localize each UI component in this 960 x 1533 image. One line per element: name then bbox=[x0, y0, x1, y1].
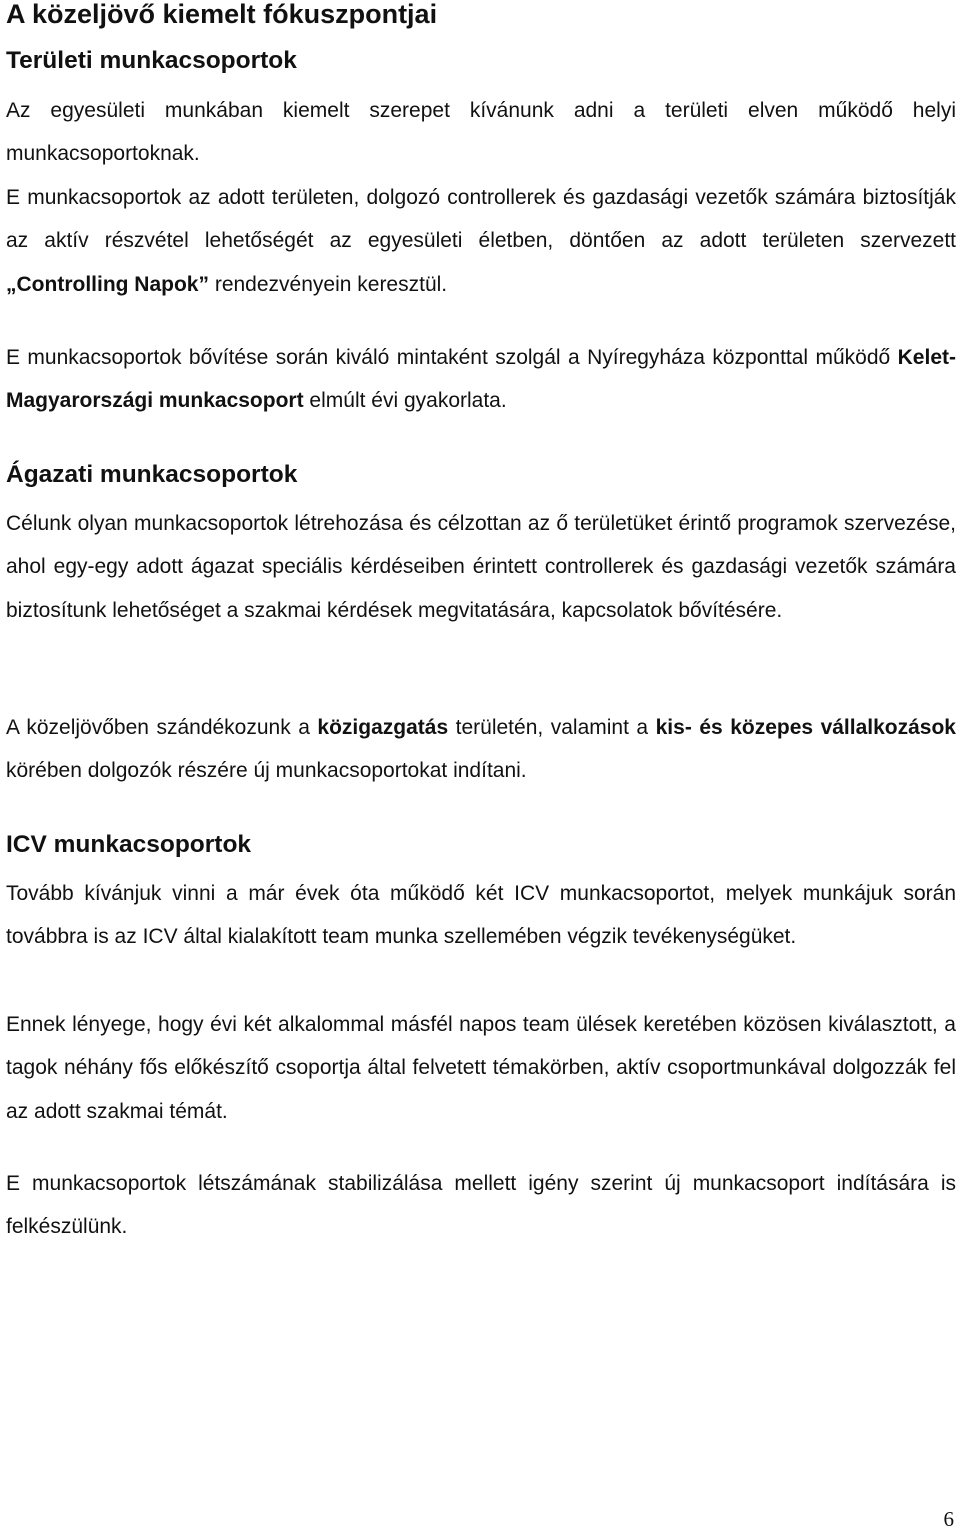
paragraph-agazati-goal: Célunk olyan munkacsoportok létrehozása és célzottan az ő területüket érintő programok szervezése, ahol egy-egy adott ágazat speciális kérdéseiben érintett controllerek és gazdasági vezetők számára biztosítunk lehetőséget a szakmai kérdések megvitatására, kapcsolatok bővítésére. bbox=[6, 512, 956, 622]
section-heading-icv: ICV munkacsoportok bbox=[6, 831, 252, 858]
text-run: elmúlt évi gyakorlata. bbox=[303, 389, 507, 413]
paragraph-icv-continue: Tovább kívánjuk vinni a már évek óta működő két ICV munkacsoportot, melyek munkájuk során továbbra is az ICV által kialakított team munka szellemében végzik tevékenységüket. bbox=[6, 882, 956, 949]
paragraph-teruleti-kelet-magyarorszagi bbox=[6, 336, 956, 423]
workgroup-name-bold: Kelet-Magyarországi munkacsoport bbox=[6, 346, 956, 413]
section-heading-teruleti: Területi munkacsoportok bbox=[6, 47, 297, 74]
sector-bold: közigazgatás bbox=[317, 716, 449, 739]
text-run: A közeljövőben szándékozunk a bbox=[6, 716, 318, 739]
text-run: területén, valamint a bbox=[448, 716, 656, 739]
page-number: 6 bbox=[943, 1507, 954, 1531]
event-name-bold: „Controlling Napok” bbox=[6, 272, 209, 296]
text-run: E munkacsoportok az adott területen, dolgozó controllerek és gazdasági vezetők számára biztosítják az aktív részvétel lehetőségét az egyesületi életben, döntően az adott területen szervezett bbox=[6, 186, 956, 253]
text-run: körében dolgozók részére új munkacsoportokat indítani. bbox=[6, 759, 527, 783]
paragraph-icv-essence: Ennek lényege, hogy évi két alkalommal másfél napos team ülések keretében közösen kiválasztott, a tagok néhány fős előkészítő csoportja által felvetett témakörben, aktív csoportmunkával dolgozzák fel az adott szakmai témát. bbox=[6, 1013, 956, 1123]
section-heading-agazati: Ágazati munkacsoportok bbox=[6, 461, 298, 488]
paragraph-teruleti-controlling-napok bbox=[6, 176, 956, 306]
text-run: E munkacsoportok bővítése során kiváló mintaként szolgál a Nyíregyháza központtal működő bbox=[6, 346, 898, 369]
text-run: rendezvényein keresztül. bbox=[209, 272, 448, 296]
paragraph-teruleti-intro: Az egyesületi munkában kiemelt szerepet kívánunk adni a területi elven működő helyi munkacsoportoknak. bbox=[6, 99, 956, 166]
paragraph-icv-stabilization: E munkacsoportok létszámának stabilizálása mellett igény szerint új munkacsoport indítására is felkészülünk. bbox=[6, 1172, 956, 1239]
sector-bold: kis- és közepes vállalkozások bbox=[655, 716, 956, 739]
page-title: A közeljövő kiemelt fókuszpontjai bbox=[6, 0, 438, 29]
paragraph-agazati-plans bbox=[6, 706, 956, 793]
